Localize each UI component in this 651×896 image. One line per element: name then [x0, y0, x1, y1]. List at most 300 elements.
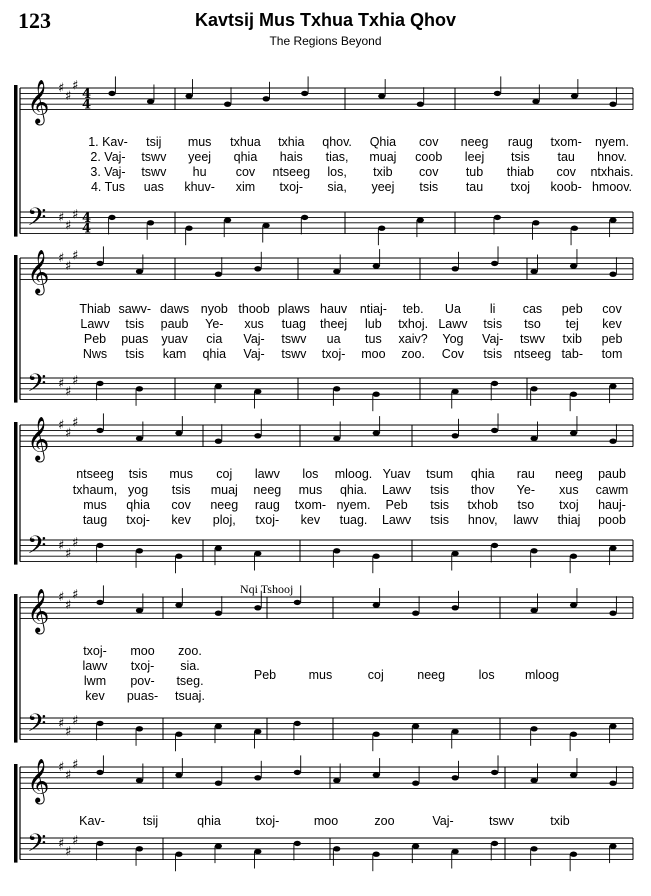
lyric-syllable: hauv [320, 302, 348, 316]
lyric-syllable: puas- [126, 689, 159, 703]
lyric-syllable: tsis [510, 150, 530, 164]
notehead [175, 772, 182, 777]
lyric-syllable: mus [298, 483, 323, 497]
key-sharp: ♯ [72, 373, 79, 389]
key-sharp: ♯ [58, 760, 65, 775]
notehead [147, 220, 154, 225]
lyric-syllable: tswv [281, 347, 307, 361]
notehead [412, 843, 419, 848]
lyric-syllable: Nws [82, 347, 108, 361]
notehead [136, 548, 143, 553]
lyric-syllable: txib [562, 332, 582, 346]
refrain-syllable: Peb [253, 668, 277, 682]
notehead [333, 846, 340, 851]
key-sharp: ♯ [65, 89, 72, 105]
notehead [96, 770, 103, 775]
refrain-syllable: neeg [417, 668, 446, 682]
lyric-syllable: txoj- [83, 644, 107, 658]
notehead [108, 91, 115, 96]
refrain-syllable: qhia [197, 814, 221, 828]
notehead [373, 554, 380, 559]
lyric-syllable: sawv- [118, 302, 152, 316]
lyric-syllable: mus [83, 498, 107, 512]
key-sharp: ♯ [65, 768, 72, 784]
notehead [301, 91, 308, 96]
notehead [491, 543, 498, 548]
lyric-syllable: koob- [550, 180, 582, 194]
lyric-syllable: hmoov. [591, 180, 633, 194]
key-sharp: ♯ [65, 384, 72, 400]
lyric-syllable: kam [162, 347, 187, 361]
lyric-syllable: tau [557, 150, 575, 164]
lyric-syllable: plaws [277, 302, 310, 316]
notehead [494, 215, 501, 220]
notehead [452, 729, 459, 734]
key-sharp: ♯ [72, 78, 79, 94]
notehead [215, 723, 222, 728]
notehead [491, 841, 498, 846]
lyric-syllable: Thiab [79, 302, 111, 316]
lyric-syllable: cas [522, 302, 543, 316]
lyric-syllable: 1. Kav- [88, 135, 128, 149]
notehead [570, 852, 577, 857]
lyric-syllable: tsis [171, 483, 191, 497]
notehead [108, 215, 115, 220]
treble-clef: 𝄞 [27, 758, 50, 803]
lyric-syllable: los [302, 467, 319, 481]
notehead [570, 772, 577, 777]
lyric-syllable: taug [82, 513, 108, 527]
lyric-syllable: txhaum, [72, 483, 118, 497]
lyric-syllable: peb [601, 332, 623, 346]
notehead [215, 439, 222, 444]
lyric-syllable: qhia [470, 467, 495, 481]
notehead [294, 841, 301, 846]
notehead [452, 849, 459, 854]
key-sharp: ♯ [65, 218, 72, 234]
notehead [294, 721, 301, 726]
notehead [373, 263, 380, 268]
refrain-syllable: moo [313, 814, 339, 828]
lyric-syllable: yuav [161, 332, 188, 346]
lyric-syllable: tswv [141, 165, 167, 179]
lyric-syllable: txhoj. [398, 317, 429, 331]
key-sharp: ♯ [58, 81, 65, 96]
lyric-syllable: tsis [419, 180, 439, 194]
notehead [609, 439, 616, 444]
lyric-syllable: Yuav [382, 467, 411, 481]
lyric-syllable: tom [601, 347, 623, 361]
lyric-syllable: khuv- [184, 180, 215, 194]
refrain-syllable: txib [550, 814, 570, 828]
lyric-syllable: nyem. [594, 135, 630, 149]
lyric-syllable: raug [507, 135, 533, 149]
key-sharp: ♯ [72, 833, 79, 849]
notehead [491, 381, 498, 386]
notehead [609, 272, 616, 277]
key-sharp: ♯ [72, 248, 79, 264]
notehead [254, 849, 261, 854]
time-signature: 4 [82, 210, 92, 226]
lyric-syllable: tsuaj. [175, 689, 205, 703]
lyric-syllable: muaj [210, 483, 238, 497]
notehead [136, 778, 143, 783]
lyric-syllable: Ua [444, 302, 461, 316]
lyric-syllable: xus [559, 483, 579, 497]
notehead [175, 554, 182, 559]
lyric-syllable: cov [418, 165, 439, 179]
notehead [570, 430, 577, 435]
notehead [215, 781, 222, 786]
lyric-syllable: ntiaj- [359, 302, 387, 316]
lyric-syllable: paub [160, 317, 189, 331]
notehead [136, 269, 143, 274]
lyric-syllable: qhia. [339, 483, 368, 497]
key-sharp: ♯ [72, 535, 79, 551]
key-sharp: ♯ [58, 418, 65, 433]
notehead [185, 93, 192, 98]
lyric-syllable: hu [192, 165, 207, 179]
notehead [532, 99, 539, 104]
notehead [215, 272, 222, 277]
refrain-syllable: los [478, 668, 495, 682]
lyric-syllable: 4. Tus [90, 180, 126, 194]
lyric-syllable: tswv [141, 150, 167, 164]
key-sharp: ♯ [58, 376, 65, 392]
lyric-syllable: tab- [561, 347, 583, 361]
notehead [224, 217, 231, 222]
lyric-syllable: Vaj- [482, 332, 504, 346]
notehead [136, 386, 143, 391]
notehead [530, 726, 537, 731]
notehead [333, 269, 340, 274]
lyric-syllable: tus [365, 332, 382, 346]
notehead [215, 383, 222, 388]
notehead [96, 841, 103, 846]
lyric-syllable: Peb [385, 498, 408, 512]
lyric-syllable: Yog [442, 332, 464, 346]
lyric-syllable: kev [300, 513, 321, 527]
notehead [452, 433, 459, 438]
key-sharp: ♯ [65, 426, 72, 442]
key-sharp: ♯ [72, 207, 79, 223]
lyric-syllable: paub [598, 467, 626, 481]
notehead [136, 846, 143, 851]
lyric-syllable: cov [235, 165, 256, 179]
notehead [530, 548, 537, 553]
system-brace [14, 764, 18, 863]
notehead [491, 770, 498, 775]
notehead [263, 223, 270, 228]
lyric-syllable: txoj- [279, 180, 304, 194]
bass-clef: 𝄢 [27, 369, 47, 405]
lyric-syllable: tsij [146, 135, 162, 149]
notehead [378, 226, 385, 231]
lyric-syllable: cia [206, 332, 223, 346]
lyric-syllable: tsis [125, 347, 145, 361]
notehead [224, 102, 231, 107]
lyric-syllable: yeej [371, 180, 395, 194]
lyric-syllable: los, [327, 165, 347, 179]
treble-clef: 𝄞 [27, 249, 50, 294]
refrain-syllable: Kav- [79, 814, 105, 828]
notehead [263, 96, 270, 101]
lyric-syllable: Peb [83, 332, 107, 346]
lyric-syllable: tso [524, 317, 541, 331]
notehead [571, 93, 578, 98]
lyric-syllable: thiaj [557, 513, 581, 527]
lyric-syllable: coob [415, 150, 443, 164]
notehead [452, 775, 459, 780]
key-sharp: ♯ [58, 590, 65, 605]
notehead [333, 386, 340, 391]
hymn-subtitle: The Regions Beyond [269, 34, 382, 48]
lyric-syllable: ntseeg [272, 165, 311, 179]
time-signature: 4 [82, 97, 92, 113]
lyric-syllable: ua [326, 332, 341, 346]
notehead [570, 554, 577, 559]
lyric-syllable: moo [361, 347, 386, 361]
notehead [294, 770, 301, 775]
notehead [136, 608, 143, 613]
key-sharp: ♯ [65, 546, 72, 562]
refrain-syllable: tsij [142, 814, 159, 828]
notehead [412, 723, 419, 728]
lyric-syllable: neeg [555, 467, 583, 481]
lyric-syllable: thoob [238, 302, 270, 316]
notehead [254, 266, 261, 271]
notehead [609, 781, 616, 786]
notehead [570, 602, 577, 607]
lyric-syllable: lub [365, 317, 382, 331]
notehead [412, 611, 419, 616]
notehead [609, 611, 616, 616]
notehead [373, 772, 380, 777]
lyric-syllable: 2. Vaj- [90, 150, 126, 164]
lyric-syllable: poob [598, 513, 626, 527]
notehead [96, 381, 103, 386]
notehead [452, 551, 459, 556]
lyric-syllable: moo [130, 644, 155, 658]
notehead [185, 226, 192, 231]
lyric-syllable: kev [602, 317, 622, 331]
key-sharp: ♯ [58, 836, 65, 852]
notehead [452, 389, 459, 394]
lyric-syllable: thov [470, 483, 495, 497]
notehead [491, 428, 498, 433]
lyric-syllable: tsis [430, 513, 450, 527]
refrain-syllable: txoj- [255, 814, 280, 828]
lyric-syllable: tsis [430, 498, 450, 512]
lyric-syllable: tej [565, 317, 579, 331]
lyric-syllable: nyob [200, 302, 228, 316]
notehead [373, 732, 380, 737]
system-brace [14, 85, 18, 237]
notehead [530, 436, 537, 441]
notehead [254, 729, 261, 734]
notehead [609, 723, 616, 728]
notehead [175, 430, 182, 435]
notehead [96, 261, 103, 266]
lyric-syllable: kev [171, 513, 191, 527]
hymn-number: 123 [18, 8, 51, 33]
notehead [254, 551, 261, 556]
lyric-syllable: cov [418, 135, 439, 149]
notehead [175, 602, 182, 607]
lyric-syllable: ntxhais. [590, 165, 634, 179]
notehead [254, 775, 261, 780]
lyric-syllable: mus [187, 135, 212, 149]
lyric-syllable: qhia [126, 498, 150, 512]
lyric-syllable: txoj- [130, 659, 155, 673]
lyric-syllable: tsis [125, 317, 145, 331]
lyric-syllable: hais [279, 150, 303, 164]
notehead [530, 386, 537, 391]
lyric-syllable: rau [516, 467, 535, 481]
refrain-syllable: coj [367, 668, 384, 682]
lyric-syllable: txom- [294, 498, 327, 512]
lyric-syllable: tswv [281, 332, 307, 346]
lyric-syllable: yog [128, 483, 149, 497]
lyric-syllable: tuag. [339, 513, 368, 527]
key-sharp: ♯ [65, 844, 72, 860]
notehead [530, 846, 537, 851]
lyric-syllable: xaiv? [398, 332, 428, 346]
lyric-syllable: qhov. [322, 135, 352, 149]
lyric-syllable: lawv [513, 513, 539, 527]
notehead [491, 261, 498, 266]
key-sharp: ♯ [72, 757, 79, 773]
lyric-syllable: Lawv [80, 317, 110, 331]
lyric-syllable: tsis [128, 467, 148, 481]
lyric-syllable: mloog. [334, 467, 373, 481]
notehead [254, 433, 261, 438]
lyric-syllable: Vaj- [243, 347, 265, 361]
lyric-syllable: Qhia [369, 135, 397, 149]
treble-clef: 𝄞 [27, 588, 50, 633]
lyric-syllable: xus [244, 317, 264, 331]
lyric-syllable: 3. Vaj- [90, 165, 126, 179]
system-brace [14, 422, 18, 565]
notehead [570, 392, 577, 397]
lyric-syllable: tub [465, 165, 484, 179]
lyric-syllable: lawv [254, 467, 280, 481]
notehead [609, 383, 616, 388]
notehead [175, 732, 182, 737]
lyric-syllable: qhia [202, 347, 227, 361]
lyric-syllable: li [489, 302, 496, 316]
lyric-syllable: zoo. [178, 644, 202, 658]
lyric-syllable: ntseeg [513, 347, 552, 361]
time-signature: 4 [82, 221, 92, 237]
lyric-syllable: txom- [550, 135, 582, 149]
bass-clef: 𝄢 [27, 203, 47, 239]
lyric-syllable: Ye- [516, 483, 535, 497]
lyric-syllable: yeej [188, 150, 212, 164]
notehead [96, 600, 103, 605]
lyric-syllable: neeg [253, 483, 282, 497]
lyric-syllable: cov [602, 302, 622, 316]
lyric-syllable: txoj- [126, 513, 150, 527]
notehead [175, 852, 182, 857]
lyric-syllable: cov [171, 498, 191, 512]
lyric-syllable: daws [159, 302, 190, 316]
lyric-syllable: peb [561, 302, 583, 316]
notehead [301, 215, 308, 220]
lyric-syllable: hnov, [467, 513, 498, 527]
lyric-syllable: hauj- [598, 498, 626, 512]
key-sharp: ♯ [58, 251, 65, 266]
notehead [609, 545, 616, 550]
notehead [215, 611, 222, 616]
system-brace [14, 255, 18, 403]
notehead [373, 430, 380, 435]
lyric-syllable: txib [373, 165, 393, 179]
notehead [571, 226, 578, 231]
key-sharp: ♯ [65, 598, 72, 614]
notehead [530, 269, 537, 274]
notehead [609, 102, 616, 107]
notehead [373, 852, 380, 857]
lyric-syllable: tswv [519, 332, 545, 346]
notehead [254, 605, 261, 610]
notehead [96, 428, 103, 433]
lyric-syllable: txhob [467, 498, 499, 512]
lyric-syllable: nyem. [336, 498, 371, 512]
lyric-syllable: ploj, [212, 513, 236, 527]
bass-clef: 𝄢 [27, 531, 47, 567]
notehead [333, 548, 340, 553]
lyric-syllable: teb. [402, 302, 424, 316]
key-sharp: ♯ [72, 587, 79, 603]
notehead [333, 778, 340, 783]
key-sharp: ♯ [65, 724, 72, 740]
notehead [452, 605, 459, 610]
refrain-syllable: Vaj- [432, 814, 454, 828]
lyric-syllable: txhia [278, 135, 305, 149]
bass-clef: 𝄢 [27, 829, 47, 865]
notehead [530, 608, 537, 613]
key-sharp: ♯ [58, 716, 65, 732]
lyric-syllable: ntseeg [76, 467, 114, 481]
lyric-syllable: Cov [441, 347, 465, 361]
lyric-syllable: txoj- [321, 347, 346, 361]
lyric-syllable: thiab [506, 165, 534, 179]
lyric-syllable: tsis [483, 347, 503, 361]
notehead [570, 732, 577, 737]
notehead [96, 721, 103, 726]
notehead [378, 93, 385, 98]
lyric-syllable: sia, [327, 180, 347, 194]
lyric-syllable: txoj- [255, 513, 280, 527]
lyric-syllable: hnov. [597, 150, 627, 164]
notehead [254, 389, 261, 394]
lyric-syllable: pov- [130, 674, 155, 688]
lyric-syllable: tso [517, 498, 535, 512]
lyric-syllable: Lawv [381, 513, 412, 527]
notehead [333, 436, 340, 441]
lyric-syllable: txhua [230, 135, 261, 149]
refrain-cue: Nqi Tshooj [240, 582, 294, 596]
lyric-syllable: cov [556, 165, 576, 179]
bass-clef: 𝄢 [27, 709, 47, 745]
lyric-syllable: Vaj- [243, 332, 265, 346]
refrain-syllable: mloog [524, 668, 560, 682]
lyric-syllable: coj [216, 467, 233, 481]
lyric-syllable: muaj [369, 150, 397, 164]
key-sharp: ♯ [72, 713, 79, 729]
lyric-syllable: raug [254, 498, 280, 512]
